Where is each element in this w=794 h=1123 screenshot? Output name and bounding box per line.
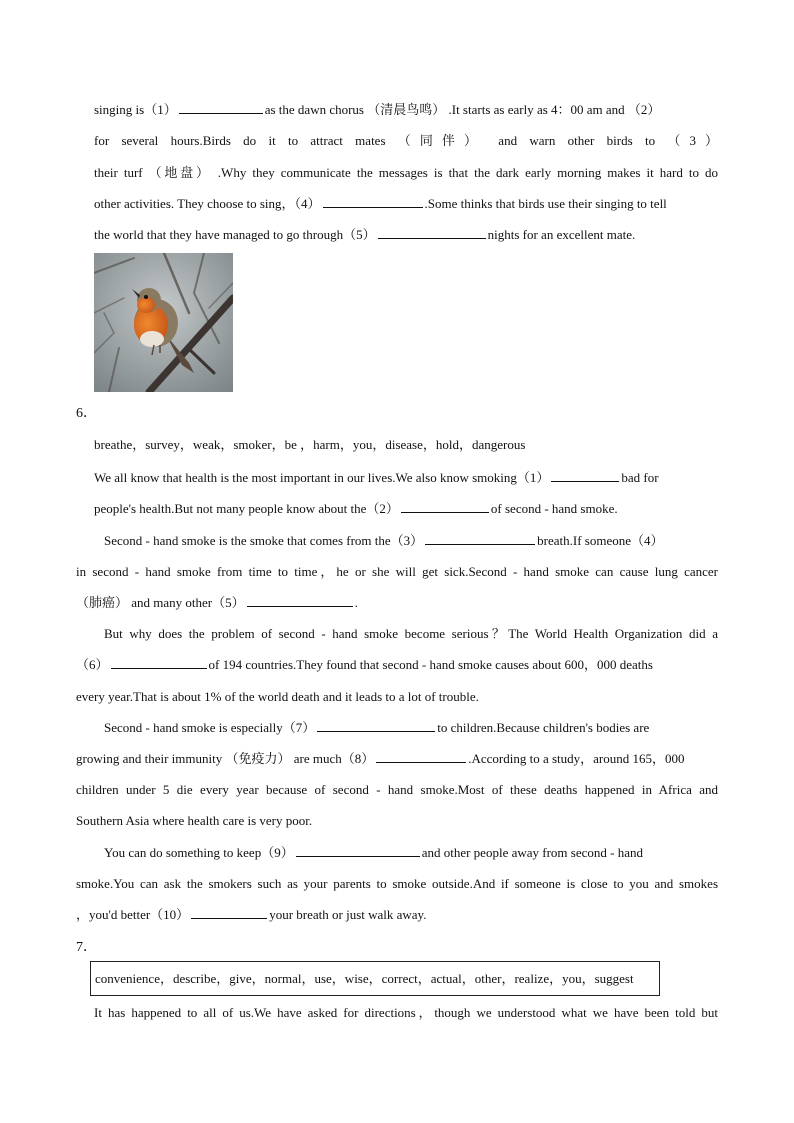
blank-1[interactable] (179, 100, 263, 114)
q6-line-12: Southern Asia where health care is very poor. (76, 813, 313, 828)
q6-line-9: Second - hand smoke is especially（7） to children.Because children's bodies are (104, 720, 650, 735)
q6-line-3: Second - hand smoke is the smoke that comes from the（3） breath.If someone（4） (104, 533, 664, 548)
q6-line-2: people's health.But not many people know about the（2） of second - hand smoke. (94, 501, 618, 516)
p5-line-2: for several hours.Birds do it to attract mates （同伴） and warn other birds to （3） (94, 133, 718, 148)
p5-line-5: the world that they have managed to go through（5） nights for an excellent mate. (94, 227, 636, 242)
blank-4[interactable] (323, 194, 423, 208)
q7-word-bank: convenience，describe，give，normal，use，wise，correct，actual，other，realize，you，suggest (95, 971, 634, 986)
q6-blank-10[interactable] (191, 905, 267, 919)
p5-line-3: their turf （地盘） .Why they communicate the messages is that the dark early morning makes it hard to do (94, 165, 718, 180)
q6-blank-1[interactable] (551, 468, 619, 482)
q6-line-8: every year.That is about 1% of the world death and it leads to a lot of trouble. (76, 689, 479, 704)
question-6-number: 6． (76, 406, 97, 421)
question-7-number: 7． (76, 940, 97, 955)
q6-line-6: But why does the problem of second - hand smoke become serious？The World Health Organization did a (104, 626, 718, 641)
p5-line-4: other activities. They choose to sing，（4） .Some thinks that birds use their singing to tell (94, 196, 667, 211)
q6-blank-3[interactable] (425, 531, 535, 545)
blank-5[interactable] (378, 225, 486, 239)
q6-line-10: growing and their immunity （免疫力） are much（8） .According to a study，around 165，000 (76, 751, 685, 766)
q6-line-15: ，you'd better（10） your breath or just walk away. (76, 907, 427, 922)
q6-blank-2[interactable] (401, 499, 489, 513)
q6-line-11: children under 5 die every year because of second - hand smoke.Most of these deaths happened in Africa and (76, 782, 718, 797)
q6-line-1: We all know that health is the most important in our lives.We also know smoking（1） bad for (94, 470, 659, 485)
q6-blank-9[interactable] (296, 843, 420, 857)
q6-blank-8[interactable] (376, 749, 466, 763)
q6-line-13: You can do something to keep（9） and other people away from second - hand (104, 845, 643, 860)
q7-word-bank-box (90, 961, 660, 996)
q6-blank-5[interactable] (247, 593, 353, 607)
q6-line-7: （6） of 194 countries.They found that second - hand smoke causes about 600，000 deaths (76, 657, 653, 672)
p5-line-1: singing is（1） as the dawn chorus （清晨鸟鸣） .It starts as early as 4：00 am and （2） (94, 102, 661, 117)
robin-bird-photo (94, 253, 233, 392)
q7-line-1: It has happened to all of us.We have asked for directions，though we understood what we have been told but (94, 1005, 718, 1020)
robin-photo-svg (94, 253, 233, 392)
q6-blank-6[interactable] (111, 655, 207, 669)
q6-line-14: smoke.You can ask the smokers such as your parents to smoke outside.And if someone is close to you and smokes (76, 876, 718, 891)
q6-line-5: （肺癌） and many other（5） . (76, 595, 358, 610)
q6-line-4: in second - hand smoke from time to time，he or she will get sick.Second - hand smoke can cause lung cancer (76, 564, 718, 579)
q6-word-bank: breathe，survey，weak，smoker，be ，harm，you，disease，hold，dangerous (94, 437, 526, 452)
q6-blank-7[interactable] (317, 718, 435, 732)
